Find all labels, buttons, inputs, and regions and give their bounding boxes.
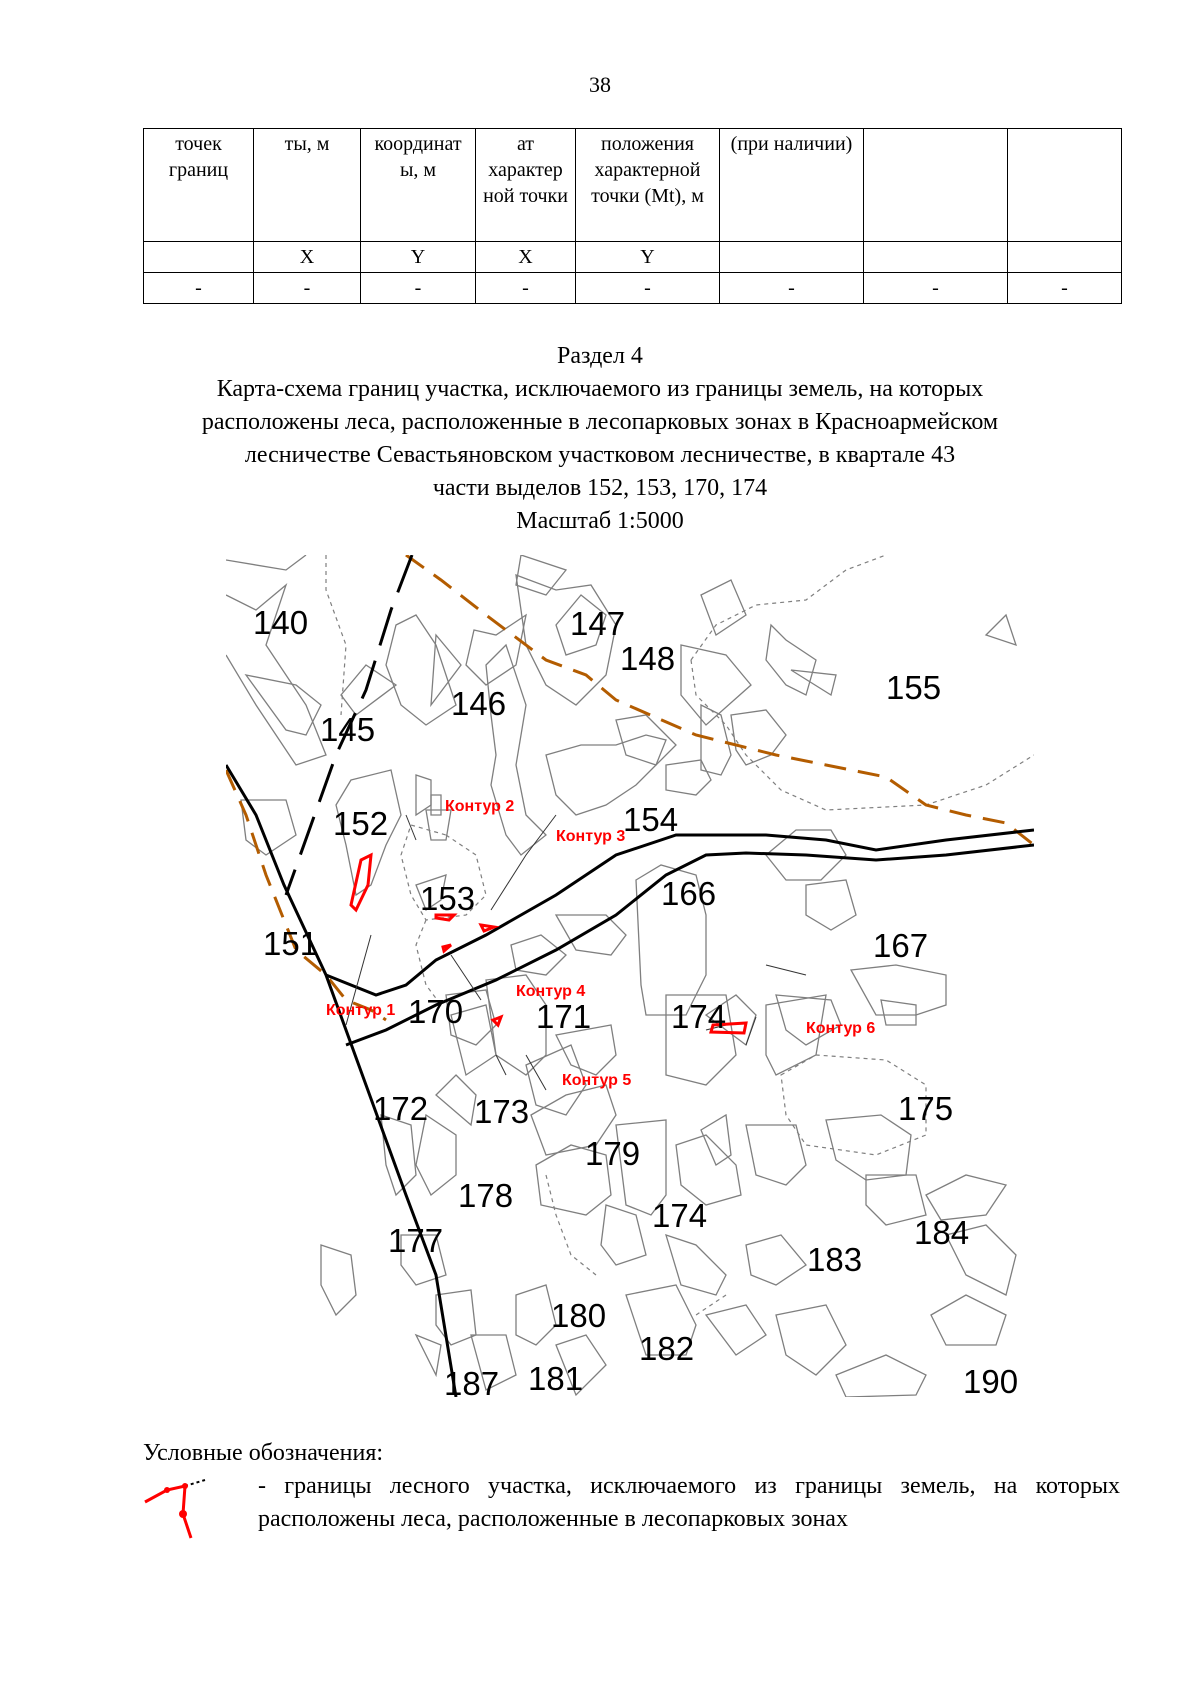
plot-number: 145 [320, 711, 376, 748]
table-cell: - [476, 273, 576, 304]
plot-number: 166 [661, 875, 717, 912]
plot-number: 190 [963, 1363, 1019, 1397]
table-cell: ат характер ной точки [476, 129, 576, 242]
plot-number: 177 [388, 1222, 444, 1259]
table-cell [144, 242, 254, 273]
table-cell: X [254, 242, 361, 273]
table-cell: X [476, 242, 576, 273]
page-number: 38 [589, 72, 611, 97]
legend-title: Условные обозначения: [143, 1440, 384, 1466]
plot-number: 147 [570, 605, 626, 642]
plot-number: 146 [451, 685, 507, 722]
boundary-symbol-icon [143, 1478, 213, 1544]
section-heading-line: лесничестве Севастьяновском участковом лесничестве, в квартале 43 [244, 442, 956, 468]
contour-label: Контур 6 [806, 1020, 876, 1037]
plot-number: 179 [585, 1135, 641, 1172]
plot-number: 172 [373, 1090, 429, 1127]
table-cell: - [576, 273, 720, 304]
table-cell [720, 242, 864, 273]
plot-number: 171 [536, 998, 592, 1035]
table-header-row [144, 129, 1122, 242]
table-cell [1008, 242, 1122, 273]
contour-label: Контур 2 [445, 798, 515, 815]
map-scale: Масштаб 1:5000 [516, 508, 684, 534]
plot-number: 153 [420, 880, 476, 917]
plot-number: 152 [333, 805, 389, 842]
plot-number: 155 [886, 669, 942, 706]
plot-number: 175 [898, 1090, 954, 1127]
table-cell: - [361, 273, 476, 304]
plot-number: 173 [474, 1093, 530, 1130]
plot-number: 167 [873, 927, 929, 964]
plot-number: 148 [620, 640, 676, 677]
table-cell [864, 242, 1008, 273]
coordinates-table [143, 128, 1122, 304]
plot-number: 184 [914, 1214, 970, 1251]
plot-number: 151 [263, 925, 319, 962]
table-cell: ты, м [254, 129, 361, 242]
contour-labels [326, 798, 875, 1089]
plot-number: 180 [551, 1297, 607, 1334]
section-heading-line: части выделов 152, 153, 170, 174 [432, 475, 768, 501]
table-cell: точек границ [144, 129, 254, 242]
table-cell: Y [361, 242, 476, 273]
table-cell: Y [576, 242, 720, 273]
contour-label: Контур 4 [516, 983, 586, 1000]
table-axis-row [144, 242, 1122, 273]
table-cell: положения характерной точки (Mt), м [576, 129, 720, 242]
legend-description: - границы лесного участка, исключаемого из границы земель, на которых расположены леса, расположенные в лесопарковых зонах [258, 1473, 1120, 1532]
section-heading-line: Карта-схема границ участка, исключаемого из границы земель, на которых [216, 376, 984, 402]
plot-number: 140 [253, 604, 309, 641]
table-cell [864, 129, 1008, 242]
table-cell [1008, 129, 1122, 242]
table-cell: - [1008, 273, 1122, 304]
plot-number: 170 [408, 993, 464, 1030]
contour-label: Контур 3 [556, 828, 626, 845]
table-cell: (при наличии) [720, 129, 864, 242]
table-cell: - [144, 273, 254, 304]
table-cell: - [254, 273, 361, 304]
plot-number: 183 [807, 1241, 863, 1278]
table-cell: - [864, 273, 1008, 304]
plot-number: 181 [528, 1360, 584, 1397]
leader-lines [346, 815, 806, 1090]
plot-number: 182 [639, 1330, 695, 1367]
plot-number: 154 [623, 801, 679, 838]
plot-number: 178 [458, 1177, 514, 1214]
forest-plot-map [226, 555, 1034, 1397]
contour-label: Контур 1 [326, 1002, 396, 1019]
section-title: Раздел 4 [557, 343, 643, 369]
plot-numbers [253, 604, 1018, 1397]
section-heading-line: расположены леса, расположенные в лесопарковых зонах в Красноармейском [201, 409, 999, 435]
plot-number: 187 [444, 1365, 500, 1397]
plot-number: 174 [671, 998, 727, 1035]
table-cell: координат ы, м [361, 129, 476, 242]
table-cell: - [720, 273, 864, 304]
table-row [144, 273, 1122, 304]
plot-number: 174 [652, 1197, 708, 1234]
contour-label: Контур 5 [562, 1072, 632, 1089]
